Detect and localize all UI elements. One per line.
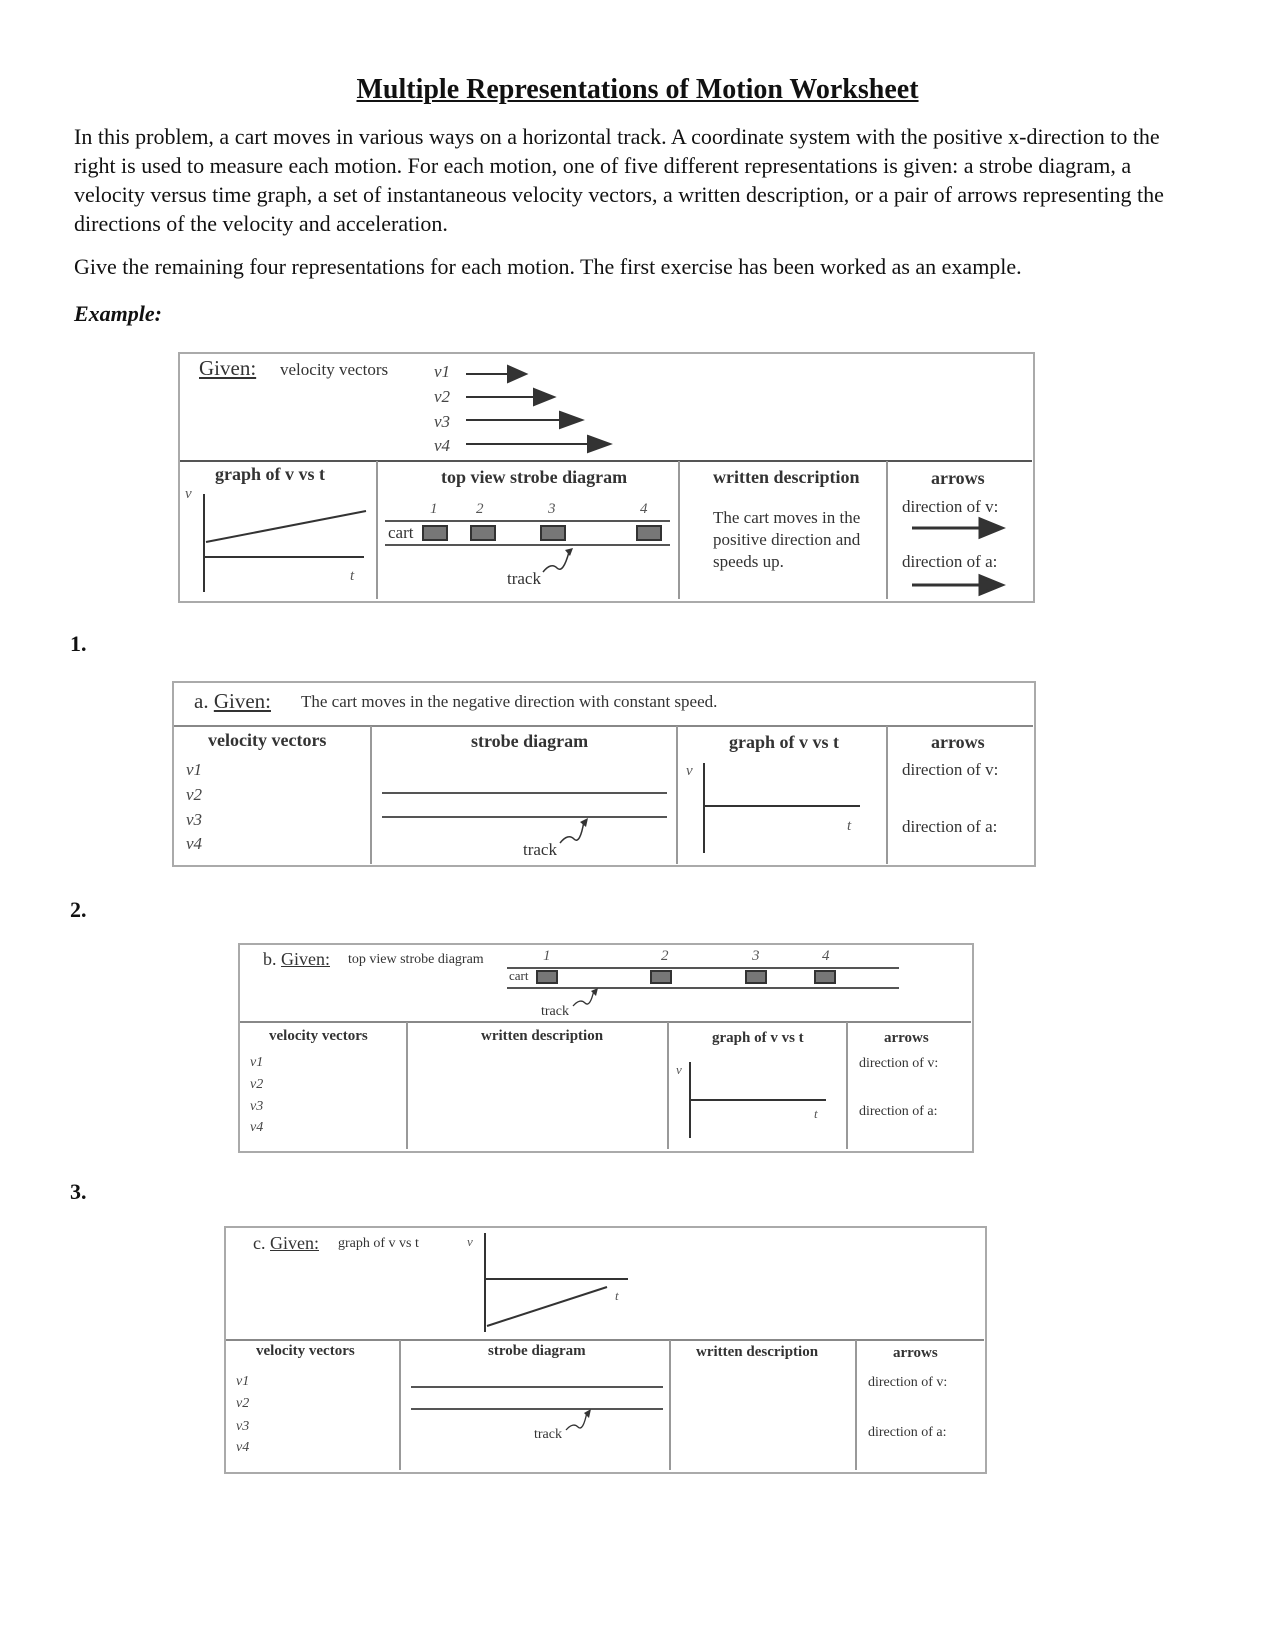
v3-label: v3 <box>434 412 451 431</box>
dir-a-label: direction of a: <box>859 1104 938 1119</box>
given-label: c. Given: <box>253 1233 319 1253</box>
written-header: written description <box>481 1028 604 1044</box>
v1-label: v1 <box>434 362 451 381</box>
example-description: The cart moves in the positive direction and speeds up. <box>713 508 861 571</box>
track-line-top <box>382 792 667 794</box>
graph-header: graph of v vs t <box>215 464 326 484</box>
problem-a-divider <box>174 725 1033 727</box>
velocity-vectors-header: velocity vectors <box>256 1343 355 1359</box>
v4-label: v4 <box>236 1440 250 1455</box>
problem-b-divider <box>240 1021 971 1023</box>
cart-icon <box>540 525 566 541</box>
dir-a-label: direction of a: <box>868 1425 947 1440</box>
strobe-tick-4: 4 <box>640 501 648 517</box>
track-line-top <box>411 1386 663 1388</box>
example-label: Example: <box>74 301 162 326</box>
col-divider <box>676 726 678 864</box>
v1-label: v1 <box>186 760 203 779</box>
given-text: The cart moves in the negative direction with constant speed. <box>301 692 718 711</box>
col-divider <box>399 1340 401 1470</box>
problem-number-1: 1. <box>70 631 87 656</box>
written-header: written description <box>713 467 860 487</box>
problem-number-3: 3. <box>70 1179 87 1204</box>
strobe-tick-4: 4 <box>822 948 830 964</box>
col-divider <box>406 1022 408 1149</box>
written-header: written description <box>696 1344 819 1360</box>
cart-icon <box>536 970 558 984</box>
v-axis-label: v <box>467 1234 473 1249</box>
track-line-bottom <box>385 544 670 546</box>
cart-icon <box>636 525 662 541</box>
v1-label: v1 <box>236 1374 250 1389</box>
example-col-divider <box>678 461 680 599</box>
col-divider <box>370 726 372 864</box>
example-divider <box>180 460 1032 462</box>
v4-label: v4 <box>186 834 203 853</box>
v3-label: v3 <box>250 1099 264 1114</box>
v-axis-label: v <box>185 486 192 502</box>
v2-label: v2 <box>186 785 203 804</box>
cart-icon <box>814 970 836 984</box>
v2-label: v2 <box>236 1396 250 1411</box>
v1-label: v1 <box>250 1055 264 1070</box>
strobe-tick-3: 3 <box>548 501 556 517</box>
cart-icon <box>422 525 448 541</box>
intro-paragraph: In this problem, a cart moves in various ways on a horizontal track. A coordinate system with the positive x-direction to the right is used to measure each motion. For each motion, one of five different representations is given: a strobe diagram, a velocity versus time graph, a set of instantaneous velocity vectors, a written description, or a pair of arrows representing the directions of the velocity and acceleration. <box>74 124 1164 236</box>
v3-label: v3 <box>186 810 203 829</box>
t-axis-label: t <box>350 568 355 584</box>
v4-label: v4 <box>250 1120 264 1135</box>
arrows-header: arrows <box>931 732 985 752</box>
strobe-header: strobe diagram <box>488 1343 586 1359</box>
t-axis-label: t <box>615 1288 619 1303</box>
track-label: track <box>507 569 541 588</box>
col-divider <box>855 1340 857 1470</box>
cart-label: cart <box>509 968 529 983</box>
strobe-tick-2: 2 <box>476 501 484 517</box>
col-divider <box>846 1022 848 1149</box>
arrows-header: arrows <box>931 468 985 488</box>
track-line-bottom <box>382 816 667 818</box>
dir-v-label: direction of v: <box>902 497 999 516</box>
v-axis-label: v <box>686 763 693 779</box>
dir-a-label: direction of a: <box>902 552 998 571</box>
given-label: a. Given: <box>194 689 271 713</box>
strobe-header: strobe diagram <box>471 731 589 751</box>
dir-v-label: direction of v: <box>859 1056 939 1071</box>
example-col-divider <box>376 461 378 599</box>
page-title: Multiple Representations of Motion Worksheet <box>356 74 919 105</box>
problem-c-divider <box>226 1339 984 1341</box>
v4-label: v4 <box>434 436 451 455</box>
track-pointer-arrow <box>0 0 1 1</box>
cart-icon <box>745 970 767 984</box>
graph-header: graph of v vs t <box>712 1030 804 1046</box>
dir-a-label: direction of a: <box>902 817 998 836</box>
track-label: track <box>523 840 557 859</box>
given-text: top view strobe diagram <box>348 952 484 967</box>
cart-icon <box>470 525 496 541</box>
track-label: track <box>534 1427 562 1442</box>
v2-label: v2 <box>250 1077 264 1092</box>
given-text: graph of v vs t <box>338 1236 419 1251</box>
t-axis-label: t <box>814 1106 818 1121</box>
given-label: b. Given: <box>263 949 330 969</box>
strobe-tick-1: 1 <box>543 948 551 964</box>
v-axis-label: v <box>676 1062 682 1077</box>
arrows-header: arrows <box>893 1345 938 1361</box>
given-text: velocity vectors <box>280 360 389 379</box>
strobe-tick-1: 1 <box>430 501 438 517</box>
track-line-bottom <box>411 1408 663 1410</box>
strobe-tick-3: 3 <box>752 948 760 964</box>
velocity-vectors-header: velocity vectors <box>208 730 327 750</box>
strobe-tick-2: 2 <box>661 948 669 964</box>
col-divider <box>669 1340 671 1470</box>
v2-label: v2 <box>434 387 451 406</box>
given-label: Given: <box>199 356 257 380</box>
track-line-bottom <box>507 987 899 989</box>
instruction-paragraph: Give the remaining four representations for each motion. The first exercise has been worked as an example. <box>74 254 1022 279</box>
col-divider <box>667 1022 669 1149</box>
v3-label: v3 <box>236 1419 250 1434</box>
strobe-header: top view strobe diagram <box>441 467 628 487</box>
cart-label: cart <box>388 523 414 542</box>
t-axis-label: t <box>847 818 852 834</box>
track-line-top <box>385 520 670 522</box>
dir-v-label: direction of v: <box>902 760 999 779</box>
col-divider <box>886 726 888 864</box>
velocity-vectors-header: velocity vectors <box>269 1028 368 1044</box>
problem-number-2: 2. <box>70 897 87 922</box>
track-label: track <box>541 1004 569 1019</box>
dir-v-label: direction of v: <box>868 1375 948 1390</box>
track-line-top <box>507 967 899 969</box>
example-col-divider <box>886 461 888 599</box>
cart-icon <box>650 970 672 984</box>
problem-b-box <box>238 943 974 1153</box>
arrows-header: arrows <box>884 1030 929 1046</box>
graph-header: graph of v vs t <box>729 732 840 752</box>
